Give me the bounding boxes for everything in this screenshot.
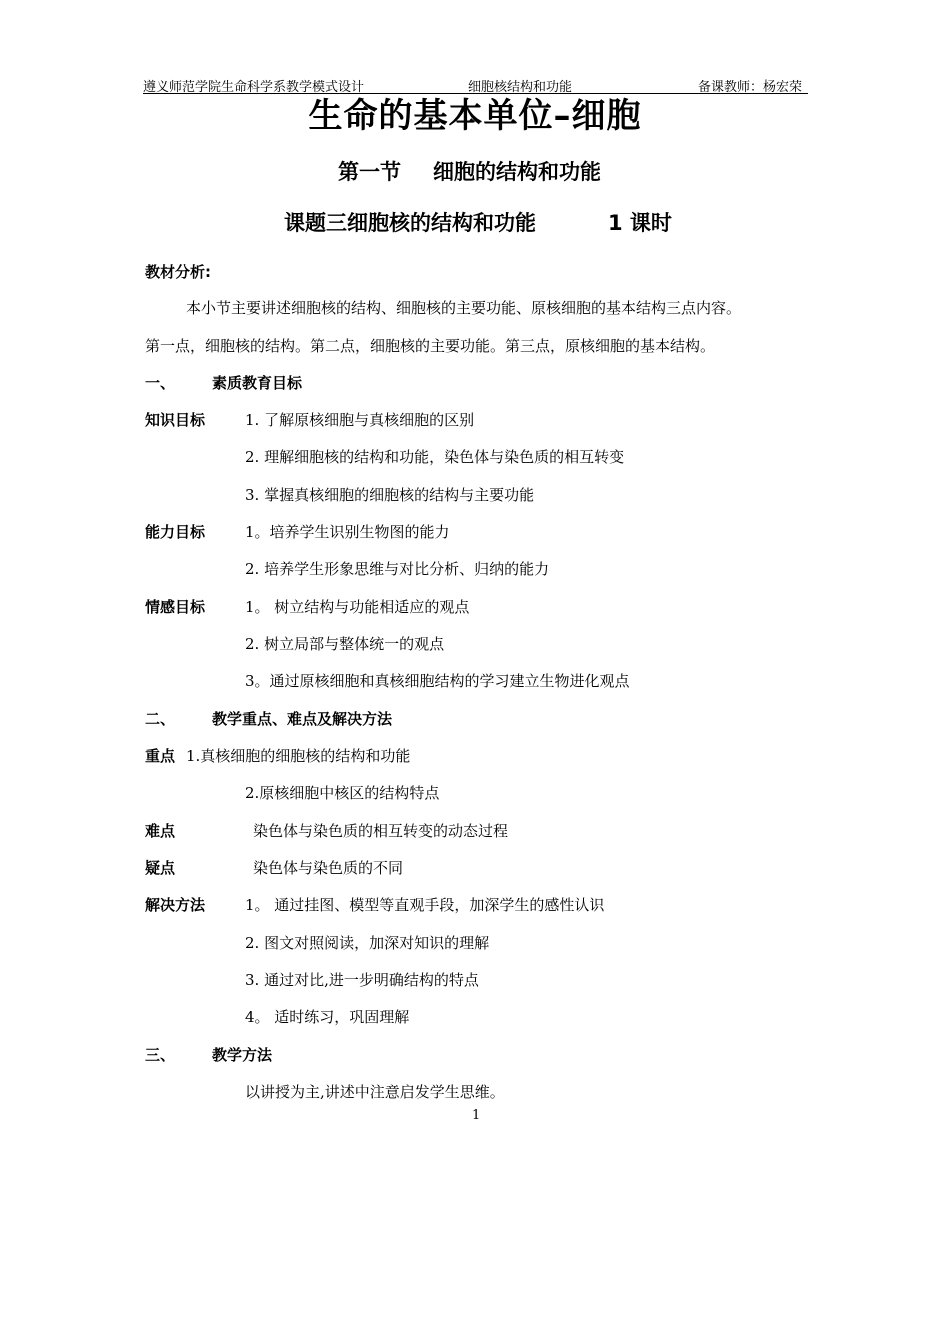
knowledge-item: 3. 掌握真核细胞的细胞核的结构与主要功能	[245, 486, 535, 504]
solution-item: 3. 通过对比,进一步明确结构的特点	[245, 971, 479, 989]
key-label: 重点	[145, 747, 176, 765]
part2-number: 二、	[145, 710, 176, 728]
part3-text: 以讲授为主,讲述中注意启发学生思维。	[245, 1083, 505, 1101]
page-number: 1	[472, 1108, 481, 1123]
part1-number: 一、	[145, 374, 176, 392]
doubt-label: 疑点	[145, 859, 176, 877]
emotion-label: 情感目标	[145, 598, 206, 616]
solution-item: 1。 通过挂图、模型等直观手段，加深学生的感性认识	[245, 896, 605, 914]
page-title: 生命的基本单位–细胞	[308, 96, 642, 136]
analysis-label: 教材分析:	[145, 263, 211, 281]
key-item: 1.真核细胞的细胞核的结构和功能	[186, 747, 411, 765]
header-right: 备课教师：杨宏荣	[698, 80, 803, 95]
ability-item: 2. 培养学生形象思维与对比分析、归纳的能力	[245, 560, 550, 578]
header-left: 遵义师范学院生命科学系教学模式设计	[143, 80, 365, 95]
knowledge-label: 知识目标	[145, 411, 206, 429]
knowledge-item: 1. 了解原核细胞与真核细胞的区别	[245, 411, 475, 429]
difficult-label: 难点	[145, 822, 176, 840]
doubt-text: 染色体与染色质的不同	[253, 859, 404, 877]
topic-name: 课题三细胞核的结构和功能	[284, 211, 536, 235]
solution-item: 4。 适时练习，巩固理解	[245, 1008, 410, 1026]
ability-item: 1。培养学生识别生物图的能力	[245, 523, 450, 541]
emotion-item: 3。通过原核细胞和真核细胞结构的学习建立生物进化观点	[245, 672, 630, 690]
solution-label: 解决方法	[145, 896, 206, 914]
key-item: 2.原核细胞中核区的结构特点	[245, 784, 440, 802]
section-name: 细胞的结构和功能	[433, 160, 601, 184]
ability-label: 能力目标	[145, 523, 206, 541]
topic-hours: 1 课时	[608, 211, 672, 235]
header-center: 细胞核结构和功能	[468, 80, 573, 95]
knowledge-item: 2. 理解细胞核的结构和功能，染色体与染色质的相互转变	[245, 448, 625, 466]
difficult-text: 染色体与染色质的相互转变的动态过程	[253, 822, 509, 840]
part2-title: 教学重点、难点及解决方法	[212, 710, 393, 728]
section-number: 第一节	[338, 160, 401, 184]
analysis-paragraph-2: 第一点，细胞核的结构。第二点，细胞核的主要功能。第三点，原核细胞的基本结构。	[145, 337, 716, 355]
part3-title: 教学方法	[212, 1046, 273, 1064]
emotion-item: 1。 树立结构与功能相适应的观点	[245, 598, 470, 616]
emotion-item: 2. 树立局部与整体统一的观点	[245, 635, 445, 653]
solution-item: 2. 图文对照阅读，加深对知识的理解	[245, 934, 490, 952]
analysis-paragraph-1: 本小节主要讲述细胞核的结构、细胞核的主要功能、原核细胞的基本结构三点内容。	[186, 299, 742, 317]
part1-title: 素质教育目标	[212, 374, 303, 392]
part3-number: 三、	[145, 1046, 176, 1064]
